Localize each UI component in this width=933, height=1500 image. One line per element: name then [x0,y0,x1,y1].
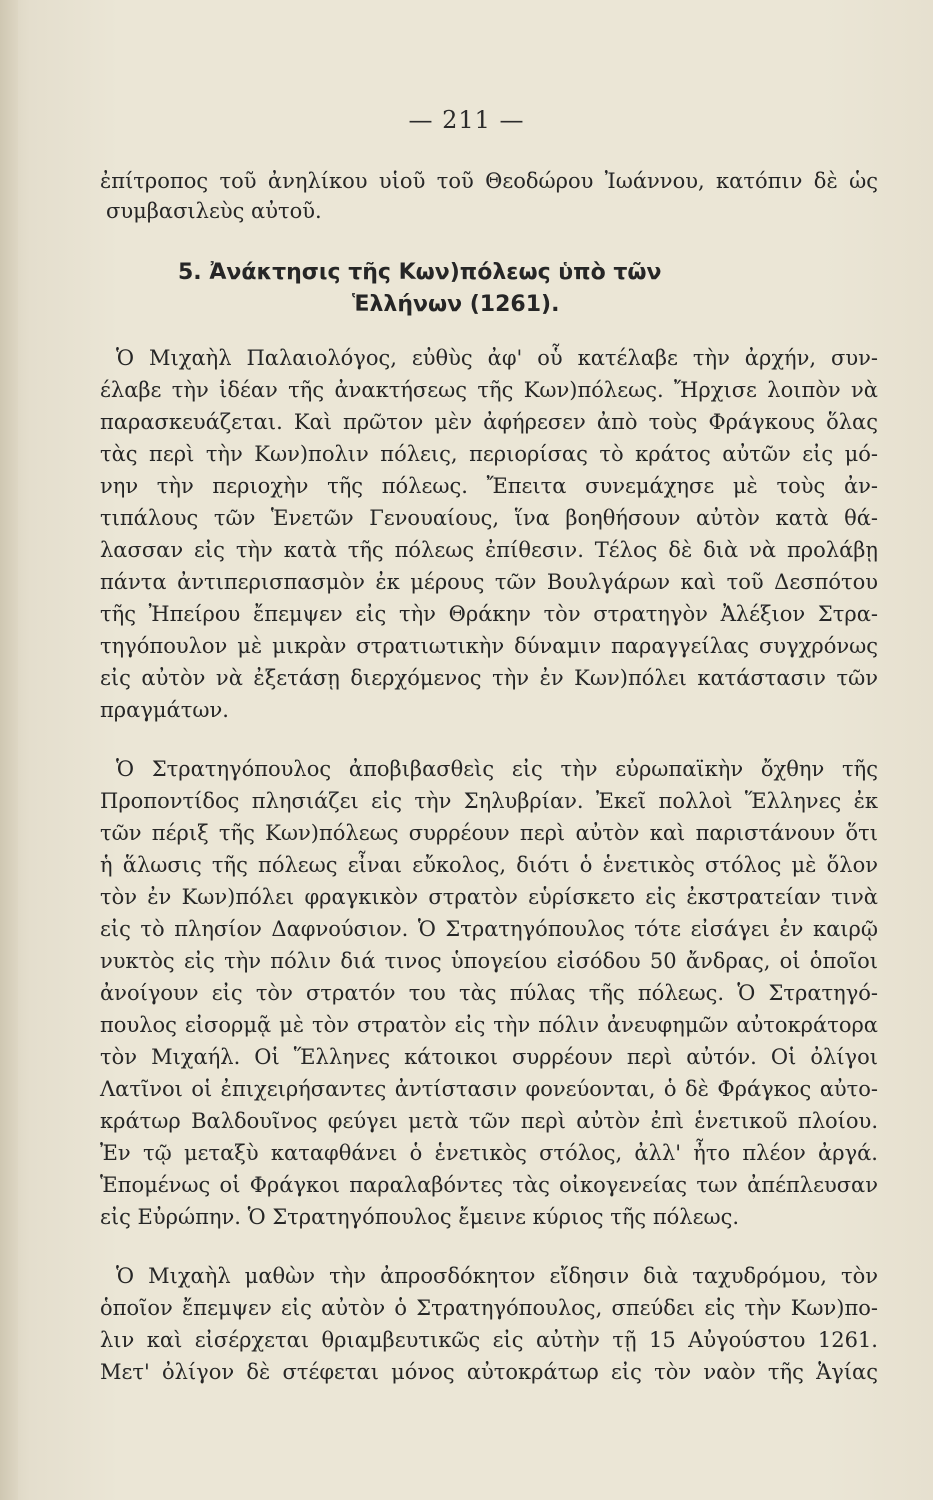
text-line: Μετ' ὀλίγον δὲ στέφεται μόνος αὐτοκράτωρ εἰς τὸν ναὸν τῆς Ἁγίας [100,1360,878,1384]
text-line: ὁποῖον ἔπεμψεν εἰς αὐτὸν ὁ Στρατηγόπουλος, σπεύδει εἰς τὴν Κων)πο- [100,1296,878,1320]
text-line: ἡ ἅλωσις τῆς πόλεως εἶναι εὔκολος, διότι ὁ ἑνετικὸς στόλος μὲ ὅλον [100,853,878,877]
text-line: έλαβε τὴν ἰδέαν τῆς ἀνακτήσεως τῆς Κων)πόλεως. Ἤρχισε λοιπὸν νὰ [100,378,878,402]
text-line: Λατῖνοι οἱ ἐπιχειρήσαντες ἀντίστασιν φονεύονται, ὁ δὲ Φράγκος αὐτο- [100,1077,878,1101]
text-line: πραγμάτων. [100,698,229,722]
text-line: Ὁ Μιχαὴλ Παλαιολόγος, εὐθὺς ἀφ' οὗ κατέλαβε τὴν ἀρχήν, συν- [116,346,878,370]
text-line: πάντα ἀντιπερισπασμὸν ἐκ μέρους τῶν Βουλγάρων καὶ τοῦ Δεσπότου [100,570,878,594]
text-line: εἰς τὸ πλησίον Δαφνούσιον. Ὁ Στρατηγόπουλος τότε εἰσάγει ἐν καιρῷ [100,917,878,941]
text-line: τιπάλους τῶν Ἑνετῶν Γενουαίους, ἵνα βοηθήσουν αὐτὸν κατὰ θά- [100,506,878,530]
text-line: λιν καὶ εἰσέρχεται θριαμβευτικῶς εἰς αὐτὴν τῇ 15 Αὐγούστου 1261. [100,1328,878,1352]
text-line: πουλος εἰσορμᾷ μὲ τὸν στρατὸν εἰς τὴν πόλιν ἀνευφημῶν αὐτοκράτορα [100,1013,878,1037]
text-line: νυκτὸς εἰς τὴν πόλιν διά τινος ὑπογείου εἰσόδου 50 ἄνδρας, οἱ ὁποῖοι [100,949,878,973]
text-line: τῆς Ἠπείρου ἔπεμψεν εἰς τὴν Θράκην τὸν στρατηγὸν Ἀλέξιον Στρα- [100,602,878,626]
text-line: τὸν Μιχαήλ. Οἱ Ἕλληνες κάτοικοι συρρέουν περὶ αὐτόν. Οἱ ὀλίγοι [100,1045,878,1069]
paragraph-2 [100,754,878,1234]
text-line: εἰς αὐτὸν νὰ ἐξετάσῃ διερχόμενος τὴν ἐν Κων)πόλει κατάστασιν τῶν [100,666,878,690]
text-line: Ὁ Μιχαὴλ μαθὼν τὴν ἀπροσδόκητον εἴδησιν διὰ ταχυδρόμου, τὸν [116,1264,878,1288]
text-line: τὰς περὶ τὴν Κων)πολιν πόλεις, περιορίσας τὸ κράτος αὐτῶν εἰς μό- [100,442,878,466]
text-line: κράτωρ Βαλδουῖνος φεύγει μετὰ τῶν περὶ αὐτὸν ἐπὶ ἑνετικοῦ πλοίου. [100,1109,878,1133]
text-line: Ἑπομένως οἱ Φράγκοι παραλαβόντες τὰς οἰκογενείας των ἀπέπλευσαν [100,1173,878,1197]
text-line: ἐπίτροπος τοῦ ἀνηλίκου υἱοῦ τοῦ Θεοδώρου Ἰωάννου, κατόπιν δὲ ὡς [100,169,878,193]
text-line: εἰς Εὐρώπην. Ὁ Στρατηγόπουλος ἔμεινε κύριος τῆς πόλεως. [100,1205,740,1229]
text-line: Ὁ Στρατηγόπουλος ἀποβιβασθεὶς εἰς τὴν εὐρωπαϊκὴν ὄχθην τῆς [116,757,878,781]
text-line: παρασκευάζεται. Καὶ πρῶτον μὲν ἀφήρεσεν ἀπὸ τοὺς Φράγκους ὅλας [100,410,878,434]
text-line: συμβασιλεὺς αὐτοῦ. [106,199,322,223]
text-line: τὸν ἐν Κων)πόλει φραγκικὸν στρατὸν εὑρίσκετο εἰς ἐκστρατείαν τινὰ [100,885,878,909]
text-line: λασσαν εἰς τὴν κατὰ τῆς πόλεως ἐπίθεσιν. Τέλος δὲ διὰ νὰ προλάβῃ [100,538,878,562]
text-line: τηγόπουλον μὲ μικρὰν στρατιωτικὴν δύναμιν παραγγείλας συγχρόνως [100,634,878,658]
intro-paragraph [100,166,878,226]
section-heading: 5. Ἀνάκτησις τῆς Κων)πόλεως ὑπὸ τῶν [178,260,662,285]
section-heading-subline: Ἑλλήνων (1261). [352,292,560,317]
text-line: Προποντίδος πλησιάζει εἰς τὴν Σηλυβρίαν. Ἐκεῖ πολλοὶ Ἕλληνες ἐκ [100,789,878,813]
page-number: — 211 — [408,106,525,134]
text-line: Ἐν τῷ μεταξὺ καταφθάνει ὁ ἑνετικὸς στόλος, ἀλλ' ἦτο πλέον ἀργά. [100,1141,878,1165]
text-line: νην τὴν περιοχὴν τῆς πόλεως. Ἔπειτα συνεμάχησε μὲ τοὺς ἀν- [100,474,878,498]
paragraph-3 [100,1261,878,1389]
page-binding-edge [0,0,18,1500]
paragraph-1 [100,343,878,722]
text-line: ἀνοίγουν εἰς τὸν στρατόν του τὰς πύλας τῆς πόλεως. Ὁ Στρατηγό- [100,981,878,1005]
text-line: τῶν πέριξ τῆς Κων)πόλεως συρρέουν περὶ αὐτὸν καὶ παριστάνουν ὅτι [100,821,878,845]
